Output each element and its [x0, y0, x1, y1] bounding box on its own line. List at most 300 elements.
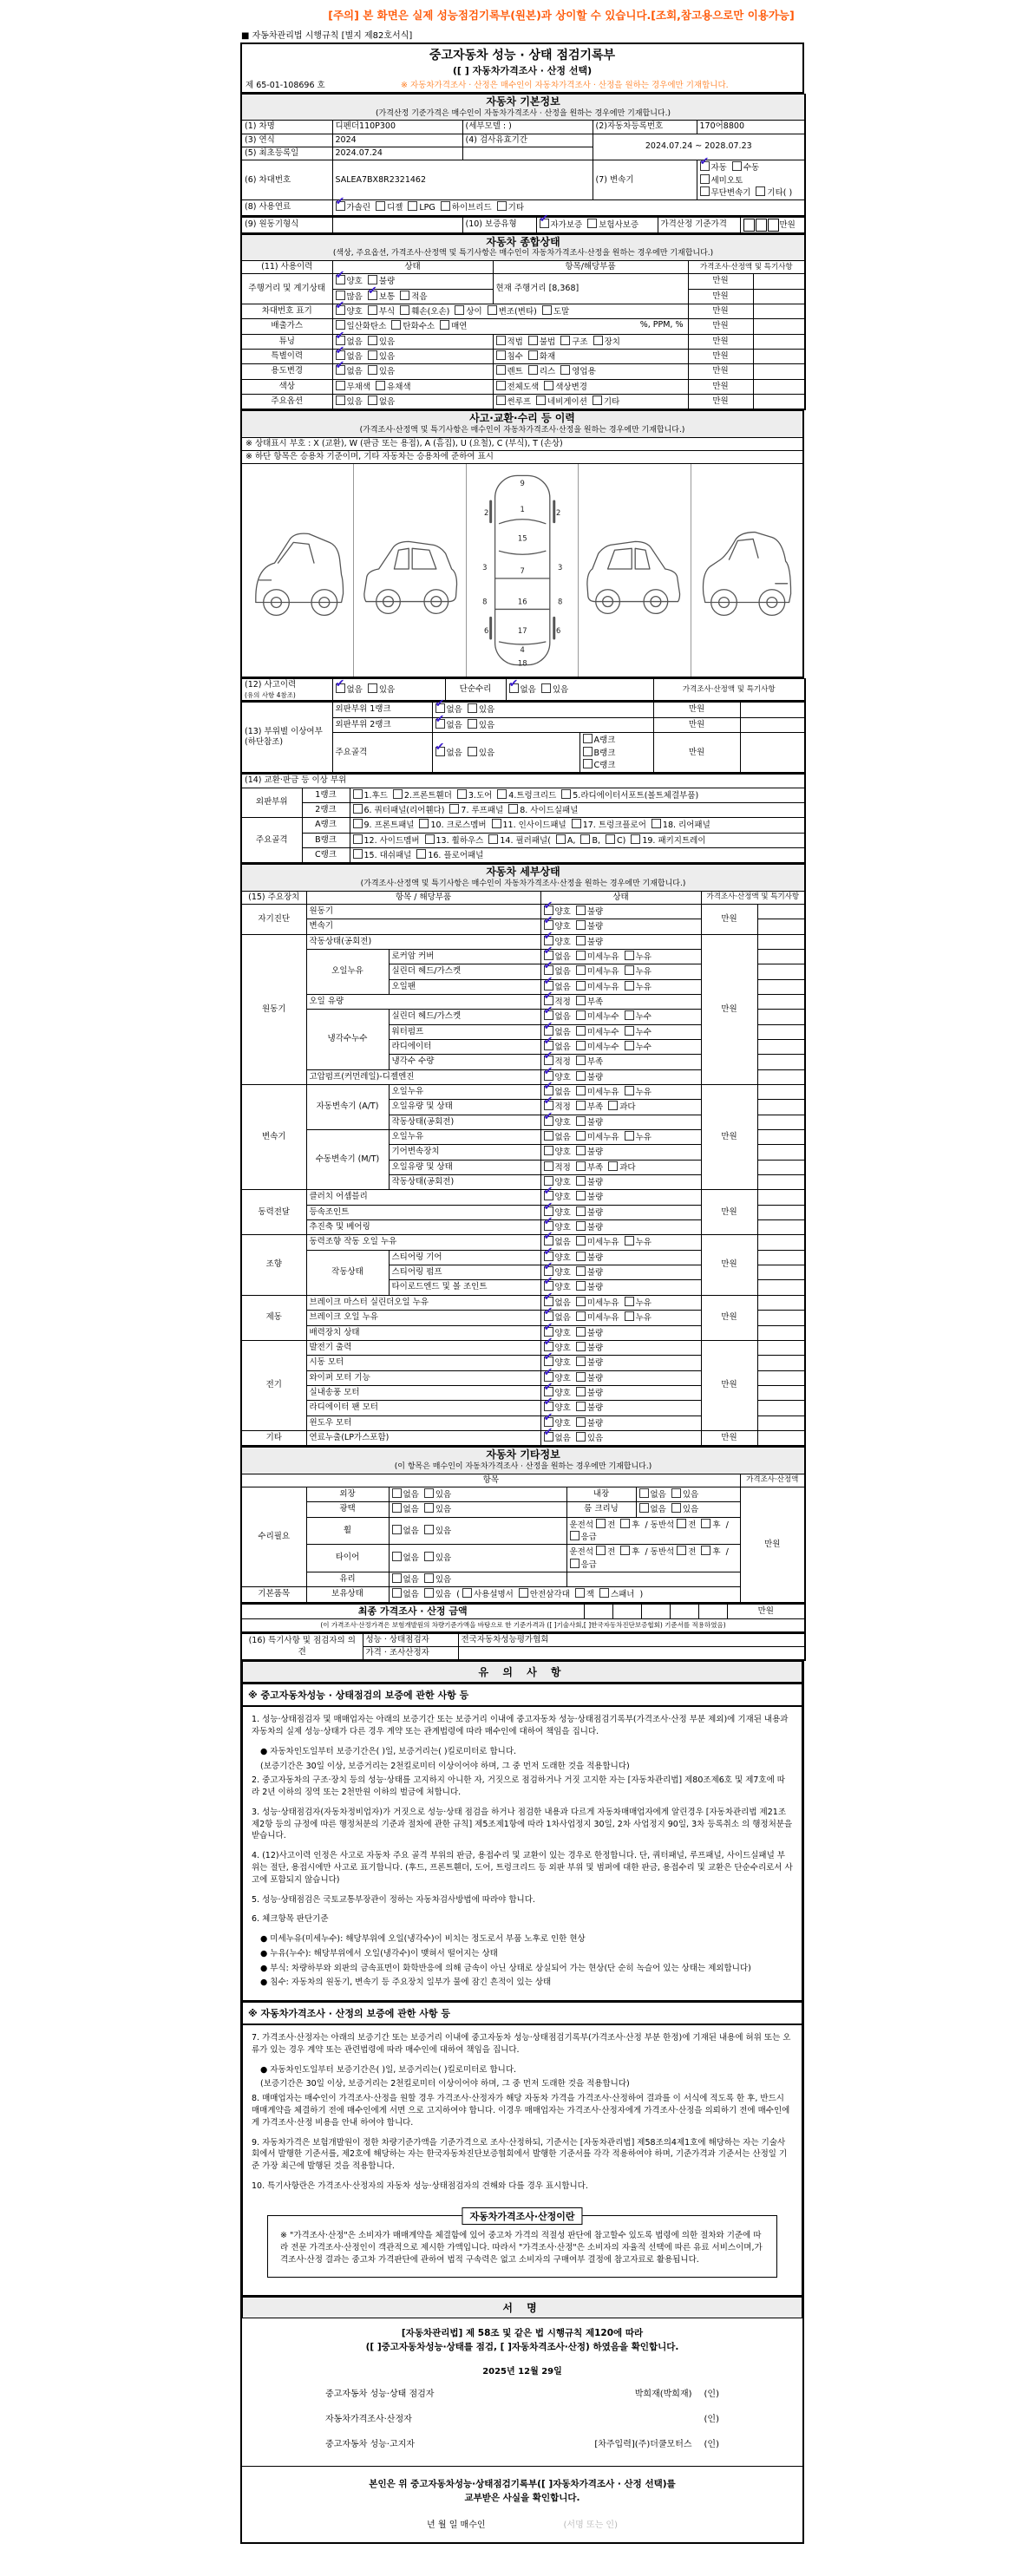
section-title: 자동차 종합상태	[486, 235, 560, 248]
checkbox[interactable]	[560, 336, 570, 345]
remark-cell	[757, 1160, 805, 1174]
checkbox[interactable]	[625, 1086, 634, 1095]
notices-band: 유 의 사 항	[242, 1661, 802, 1683]
checkbox[interactable]	[576, 1026, 586, 1036]
checkbox[interactable]	[497, 201, 507, 211]
checkbox[interactable]	[424, 1552, 434, 1561]
checkbox-option	[368, 336, 395, 348]
checkbox[interactable]	[509, 683, 519, 693]
group-engine: 원동기	[241, 934, 306, 1084]
checkbox-option	[424, 1525, 451, 1537]
checkbox[interactable]	[496, 381, 506, 390]
checkbox-option	[424, 1552, 451, 1564]
checkbox[interactable]	[576, 1252, 586, 1261]
checkbox[interactable]	[528, 350, 538, 360]
checkbox[interactable]	[576, 996, 586, 1005]
checkbox[interactable]	[583, 747, 593, 756]
checkbox[interactable]	[701, 1519, 710, 1528]
checkbox[interactable]	[576, 1432, 586, 1442]
checkbox[interactable]	[435, 703, 445, 713]
item-mt-oil-leak: 오일누유	[389, 1130, 540, 1145]
checkbox[interactable]	[544, 1432, 553, 1442]
checkbox[interactable]	[393, 789, 403, 799]
checkbox[interactable]	[496, 350, 506, 360]
svg-text:8: 8	[557, 597, 563, 606]
checkbox[interactable]	[544, 1221, 553, 1231]
checkbox[interactable]	[544, 1281, 553, 1291]
checkbox[interactable]	[419, 819, 429, 828]
checkbox[interactable]	[496, 336, 506, 345]
checkbox-label: 양호	[554, 1373, 571, 1383]
checkbox-option	[424, 1503, 451, 1515]
checkbox[interactable]	[368, 291, 377, 300]
checkbox[interactable]	[336, 381, 345, 390]
checkbox[interactable]	[368, 365, 377, 375]
checkbox[interactable]	[620, 1546, 630, 1555]
checkbox[interactable]	[368, 275, 377, 284]
checkbox-option	[625, 965, 652, 977]
checkbox[interactable]	[336, 683, 345, 693]
checkbox-label: 불법	[539, 337, 556, 347]
checkbox[interactable]	[575, 1588, 585, 1598]
row-label-special-history: 특별이력	[241, 350, 332, 364]
checkbox[interactable]	[544, 1252, 553, 1261]
checkbox-label: 불량	[586, 906, 604, 917]
notice-bullet: ● 자동차인도일부터 보증기간은( )일, 보증거리는( )킬로미터로 합니다.	[260, 2064, 517, 2075]
checkbox[interactable]	[576, 1327, 586, 1337]
mileage-amount-options	[332, 289, 493, 304]
remark-cell	[757, 964, 805, 979]
checkbox[interactable]	[576, 1146, 586, 1155]
checkbox-label: 탄화수소	[403, 322, 435, 332]
item-prop-shaft: 추진축 및 베어링	[306, 1220, 540, 1235]
checkbox[interactable]	[700, 186, 710, 196]
checkbox[interactable]	[392, 1573, 402, 1583]
checkbox[interactable]	[508, 804, 518, 814]
checkbox[interactable]	[424, 1503, 434, 1513]
checkbox[interactable]	[544, 981, 553, 991]
checkbox-option	[608, 1101, 635, 1113]
price-amount-cell: 만원	[701, 1430, 757, 1446]
checkbox[interactable]	[424, 1525, 434, 1534]
checkbox[interactable]	[606, 834, 615, 844]
price-box[interactable]	[756, 219, 767, 232]
room-cleaning-options	[636, 1502, 740, 1517]
checkbox[interactable]	[353, 819, 363, 828]
checkbox[interactable]	[540, 219, 549, 228]
checkbox[interactable]	[732, 161, 742, 171]
checkbox-label: 가솔린	[346, 203, 371, 213]
checkbox-option	[544, 1432, 571, 1444]
checkbox[interactable]	[576, 936, 586, 945]
checkbox[interactable]	[392, 1525, 402, 1534]
checkbox[interactable]	[392, 1552, 402, 1561]
checkbox[interactable]	[408, 201, 417, 211]
checkbox[interactable]	[544, 1387, 553, 1396]
checkbox[interactable]	[336, 201, 345, 211]
checkbox[interactable]	[576, 951, 586, 960]
checkbox-option	[576, 1372, 603, 1384]
state-options	[540, 1190, 701, 1205]
checkbox[interactable]	[424, 1573, 434, 1583]
checkbox-option	[353, 849, 412, 861]
checkbox[interactable]	[368, 683, 377, 693]
odometer-reading: 현재 주행거리 [8,368]	[493, 274, 688, 304]
checkbox-option	[457, 789, 492, 801]
item-booster: 배력장치 상태	[306, 1325, 540, 1340]
checkbox[interactable]	[336, 291, 345, 300]
state-options	[540, 1280, 701, 1295]
checkbox[interactable]	[544, 1191, 553, 1200]
checkbox[interactable]	[576, 1116, 586, 1126]
checkbox[interactable]	[336, 396, 345, 405]
field-label-transmission: (7) 변속기	[593, 160, 697, 200]
checkbox[interactable]	[596, 1546, 606, 1555]
price-box[interactable]	[743, 219, 755, 232]
checkbox-label: 있음	[682, 1489, 699, 1500]
checkbox[interactable]	[576, 1372, 586, 1382]
checkbox[interactable]	[576, 1221, 586, 1231]
checkbox[interactable]	[576, 1342, 586, 1351]
checkbox[interactable]	[576, 1387, 586, 1396]
checkbox[interactable]	[544, 1071, 553, 1081]
checkbox[interactable]	[544, 1146, 553, 1155]
checkbox[interactable]	[441, 201, 450, 211]
final-price-box[interactable]	[612, 1604, 641, 1618]
overall-condition-table	[240, 234, 806, 411]
checkbox[interactable]	[625, 1026, 634, 1036]
checkbox[interactable]	[336, 320, 345, 330]
checkbox[interactable]	[544, 1056, 553, 1065]
checkbox[interactable]	[625, 965, 634, 975]
checkbox[interactable]	[593, 396, 602, 405]
appraiser-name	[458, 1647, 805, 1661]
checkbox[interactable]	[576, 1417, 586, 1427]
rankC-part-options	[350, 847, 805, 863]
checkbox[interactable]	[576, 1191, 586, 1200]
checkbox[interactable]	[544, 1026, 553, 1036]
checkbox[interactable]	[492, 819, 501, 828]
checkbox[interactable]	[542, 305, 552, 315]
checkbox[interactable]	[576, 920, 586, 930]
checkbox[interactable]	[570, 1559, 579, 1568]
checkbox[interactable]	[576, 1086, 586, 1095]
checkbox-label: 렌트	[507, 367, 523, 377]
checkbox[interactable]	[353, 834, 363, 844]
checkbox[interactable]	[435, 719, 445, 729]
checkbox[interactable]	[544, 951, 553, 960]
checkbox[interactable]	[468, 703, 477, 713]
checkbox[interactable]	[368, 396, 377, 405]
checkbox[interactable]	[576, 1101, 586, 1110]
checkbox[interactable]	[400, 305, 409, 315]
checkbox[interactable]	[576, 1041, 586, 1050]
checkbox[interactable]	[608, 1101, 618, 1110]
checkbox[interactable]	[425, 834, 435, 844]
checkbox[interactable]	[572, 819, 581, 828]
checkbox-option	[576, 1010, 619, 1023]
checkbox[interactable]	[576, 906, 586, 915]
basic-info-table	[240, 94, 806, 217]
checkbox[interactable]	[596, 1519, 606, 1528]
final-price-box[interactable]	[670, 1604, 698, 1618]
checkbox-label: 있음	[346, 397, 363, 408]
checkbox-option	[336, 683, 363, 696]
checkbox[interactable]	[677, 1546, 686, 1555]
checkbox[interactable]	[576, 1176, 586, 1186]
item-rocker-cover: 로커암 커버	[389, 949, 540, 964]
checkbox[interactable]	[576, 1056, 586, 1065]
checkbox[interactable]	[353, 849, 363, 859]
checkbox[interactable]	[457, 789, 467, 799]
checkbox[interactable]	[368, 305, 377, 315]
price-amount-cell: 만원	[653, 717, 740, 732]
checkbox[interactable]	[700, 174, 710, 184]
checkbox[interactable]	[544, 381, 553, 390]
checkbox[interactable]	[497, 789, 507, 799]
checkbox[interactable]	[544, 1041, 553, 1050]
price-box[interactable]	[768, 219, 779, 232]
checkbox[interactable]	[468, 747, 477, 756]
checkbox[interactable]	[625, 981, 634, 991]
checkbox[interactable]	[544, 1311, 553, 1321]
checkbox[interactable]	[541, 683, 551, 693]
field-label-engine-type: (9) 원동기형식	[241, 217, 332, 233]
checkbox-label: 하이브리드	[451, 203, 492, 213]
checkbox[interactable]	[701, 1546, 710, 1555]
checkbox-label: 적정	[554, 997, 571, 1007]
remark-cell	[757, 1265, 805, 1280]
checkbox-label: 있음	[435, 1553, 452, 1564]
checkbox-label: 미세누유	[586, 982, 619, 992]
item-steering-gear: 스티어링 기어	[389, 1250, 540, 1265]
checkbox[interactable]	[576, 1402, 586, 1411]
checkbox[interactable]	[544, 965, 553, 975]
checkbox[interactable]	[576, 1297, 586, 1306]
checkbox[interactable]	[496, 365, 506, 375]
simple-repair-options	[506, 679, 653, 702]
checkbox[interactable]	[587, 219, 597, 228]
svg-text:1: 1	[520, 505, 525, 514]
checkbox[interactable]	[576, 1071, 586, 1081]
checkbox[interactable]	[368, 336, 377, 345]
checkbox[interactable]	[570, 1531, 579, 1540]
checkbox[interactable]	[652, 819, 661, 828]
price-amount-cell: 만원	[688, 319, 753, 334]
checkbox-option	[353, 789, 388, 801]
checkbox-option	[541, 683, 568, 696]
checkbox[interactable]	[544, 1327, 553, 1337]
checkbox-label: 없음	[554, 1313, 571, 1324]
checkbox[interactable]	[556, 834, 566, 844]
item-fuel-leak: 연료누출(LP가스포함)	[306, 1430, 540, 1446]
signature-statement-2: ([ ]중고자동차성능·상태를 점검, [ ]자동차격조사·산정) 하였음을 확인합니다.	[365, 2342, 679, 2353]
remark-cell	[753, 289, 805, 304]
checkbox[interactable]	[391, 320, 401, 330]
checkbox[interactable]	[544, 1176, 553, 1186]
checkbox[interactable]	[544, 1116, 553, 1126]
checkbox[interactable]	[336, 365, 345, 375]
checkbox[interactable]	[576, 1010, 586, 1020]
checkbox[interactable]	[544, 1297, 553, 1306]
checkbox[interactable]	[544, 1357, 553, 1366]
checkbox[interactable]	[608, 1161, 618, 1171]
checkbox[interactable]	[599, 1588, 609, 1598]
checkbox[interactable]	[631, 834, 640, 844]
checkbox[interactable]	[544, 1101, 553, 1110]
checkbox[interactable]	[392, 1588, 402, 1598]
checkbox[interactable]	[376, 381, 385, 390]
checkbox-option	[576, 1342, 603, 1354]
checkbox[interactable]	[625, 1131, 634, 1141]
remark-cell	[757, 934, 805, 949]
checkbox[interactable]	[400, 291, 409, 300]
checkbox[interactable]	[544, 1266, 553, 1276]
checkbox[interactable]	[376, 201, 385, 211]
checkbox[interactable]	[544, 1206, 553, 1216]
checkbox[interactable]	[700, 161, 710, 171]
checkbox[interactable]	[576, 1281, 586, 1291]
checkbox[interactable]	[440, 320, 449, 330]
checkbox-option	[497, 789, 556, 801]
checkbox[interactable]	[625, 1010, 634, 1020]
checkbox[interactable]	[536, 396, 546, 405]
state-options	[540, 1356, 701, 1370]
checkbox[interactable]	[416, 849, 426, 859]
checkbox-label: 있음	[378, 337, 396, 347]
checkbox[interactable]	[580, 834, 590, 844]
checkbox[interactable]	[625, 1236, 634, 1246]
remark-cell	[740, 703, 805, 717]
checkbox[interactable]	[671, 1488, 681, 1498]
checkbox[interactable]	[620, 1519, 630, 1528]
checkbox-label: 양호	[554, 1403, 571, 1414]
checkbox[interactable]	[576, 1161, 586, 1171]
checkbox[interactable]	[593, 336, 603, 345]
checkbox[interactable]	[583, 759, 593, 768]
rankB-part-options	[350, 833, 805, 847]
checkbox-label: 후	[632, 1547, 640, 1558]
checkbox[interactable]	[336, 275, 345, 284]
final-price-box[interactable]	[584, 1604, 612, 1618]
checkbox[interactable]	[639, 1503, 649, 1513]
checkbox[interactable]	[488, 305, 497, 315]
checkbox[interactable]	[671, 1503, 681, 1513]
checkbox[interactable]	[544, 1161, 553, 1171]
checkbox[interactable]	[353, 789, 363, 799]
checkbox[interactable]	[462, 1588, 472, 1598]
checkbox[interactable]	[392, 1488, 402, 1498]
checkbox[interactable]	[528, 336, 538, 345]
checkbox[interactable]	[625, 951, 634, 960]
checkbox[interactable]	[560, 365, 570, 375]
checkbox[interactable]	[353, 804, 363, 814]
checkbox[interactable]	[336, 305, 345, 315]
item-window-motor: 윈도우 모터	[306, 1415, 540, 1430]
checkbox-option	[576, 1041, 619, 1053]
checkbox[interactable]	[488, 834, 498, 844]
checkbox-label: 없음	[554, 1012, 571, 1023]
signature-row-appraiser	[252, 2405, 792, 2430]
item-engine: 원동기	[306, 904, 540, 919]
checkbox[interactable]	[544, 1342, 553, 1351]
checkbox[interactable]	[583, 734, 593, 743]
signature-band: 서 명	[242, 2297, 802, 2318]
checkbox-label: 양호	[554, 1358, 571, 1369]
checkbox[interactable]	[544, 996, 553, 1005]
checkbox[interactable]	[576, 1236, 586, 1246]
checkbox[interactable]	[424, 1588, 434, 1598]
checkbox-label: 상이	[466, 307, 482, 317]
tuning-state-options	[332, 334, 493, 349]
checkbox[interactable]	[368, 350, 377, 360]
checkbox[interactable]	[544, 1402, 553, 1411]
remark-cell	[757, 949, 805, 964]
buyer-confirm-2: 교부받은 사실을 확인합니다.	[464, 2493, 580, 2504]
checkbox[interactable]	[449, 804, 459, 814]
checkbox[interactable]	[544, 936, 553, 945]
checkbox[interactable]	[625, 1311, 634, 1321]
checkbox[interactable]	[528, 365, 538, 375]
checkbox[interactable]	[544, 1372, 553, 1382]
checkbox[interactable]	[519, 1588, 528, 1598]
checkbox[interactable]	[336, 350, 345, 360]
checkbox-label: 잭	[586, 1590, 594, 1600]
checkbox[interactable]	[455, 305, 464, 315]
checkbox[interactable]	[576, 1266, 586, 1276]
final-price-box[interactable]	[641, 1604, 670, 1618]
checkbox[interactable]	[544, 1010, 553, 1020]
checkbox-option	[570, 1559, 597, 1571]
checkbox[interactable]	[639, 1488, 649, 1498]
group-self-diagnosis: 자기진단	[241, 904, 306, 934]
checkbox-option	[576, 1402, 603, 1414]
checkbox[interactable]	[576, 1357, 586, 1366]
remark-cell	[753, 379, 805, 394]
checkbox[interactable]	[392, 1503, 402, 1513]
checkbox-label: 기타	[603, 397, 620, 408]
checkbox[interactable]	[424, 1488, 434, 1498]
svg-text:18: 18	[517, 659, 527, 669]
checkbox[interactable]	[561, 789, 571, 799]
checkbox[interactable]	[496, 396, 506, 405]
checkbox[interactable]	[677, 1519, 686, 1528]
checkbox[interactable]	[468, 719, 477, 729]
checkbox[interactable]	[435, 747, 445, 756]
checkbox[interactable]	[576, 1131, 586, 1141]
checkbox[interactable]	[625, 1041, 634, 1050]
checkbox[interactable]	[576, 1206, 586, 1216]
final-price-box[interactable]	[698, 1604, 727, 1618]
checkbox[interactable]	[544, 1131, 553, 1141]
group-label-outer-panel: 외판부위	[241, 788, 302, 818]
checkbox[interactable]	[544, 1236, 553, 1246]
checkbox[interactable]	[544, 1417, 553, 1427]
checkbox[interactable]	[576, 965, 586, 975]
checkbox-option	[606, 834, 625, 847]
checkbox[interactable]	[336, 336, 345, 345]
checkbox[interactable]	[756, 186, 765, 196]
notice-bullet: (보증기간은 30일 이상, 보증거리는 2천킬로미터 이상이어야 하며, 그 중 먼저 도래한 것을 적용합니다)	[260, 2079, 630, 2089]
checkbox-label: 색상변경	[555, 382, 587, 392]
checkbox[interactable]	[544, 906, 553, 915]
checkbox[interactable]	[576, 981, 586, 991]
checkbox[interactable]	[625, 1297, 634, 1306]
checkbox[interactable]	[544, 1086, 553, 1095]
checkbox[interactable]	[576, 1311, 586, 1321]
checkbox[interactable]	[544, 920, 553, 930]
checkbox-option	[677, 1546, 696, 1558]
